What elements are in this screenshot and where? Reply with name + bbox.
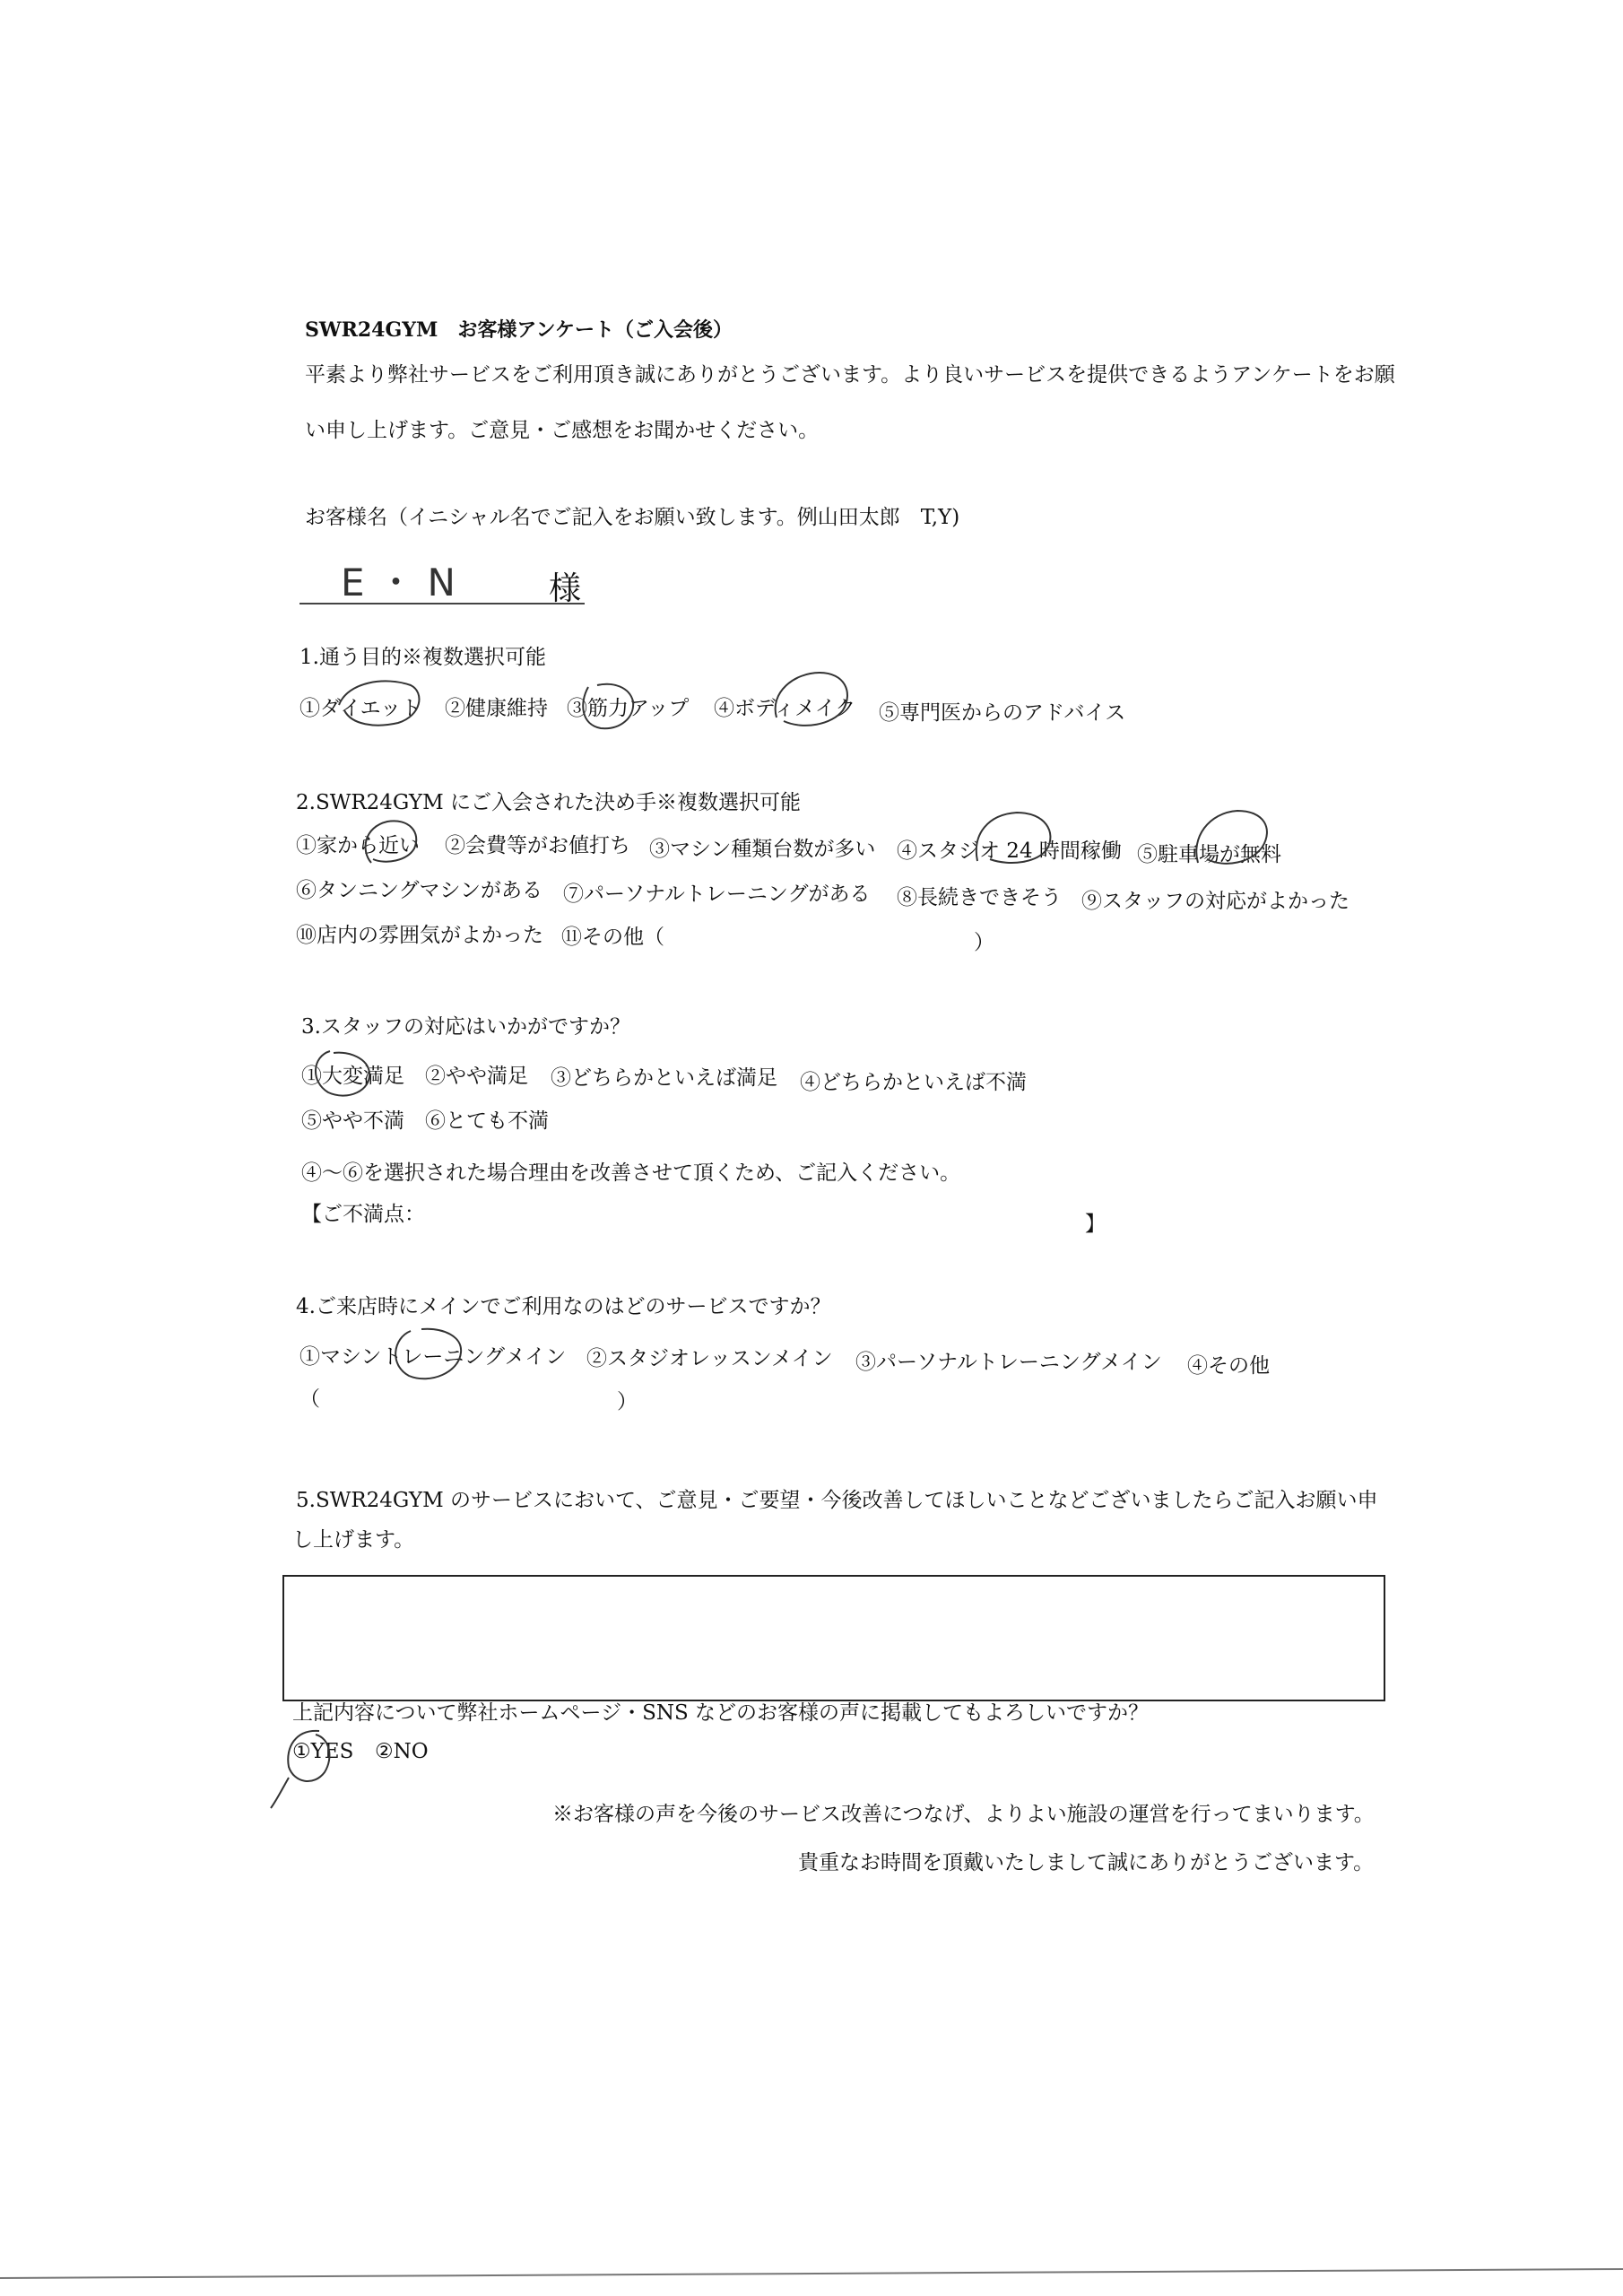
q1-option-2[interactable]: ②健康維持 xyxy=(445,697,548,720)
q2-option-11[interactable]: ⑪その他（ xyxy=(561,926,664,949)
q5-heading-line-2: し上げます。 xyxy=(292,1528,415,1552)
consent-yes[interactable]: ①YES xyxy=(292,1740,354,1763)
name-value: E・N xyxy=(341,561,468,604)
q3-option-1[interactable]: ①大変満足 xyxy=(301,1065,404,1088)
q2-option-7[interactable]: ⑦パーソナルトレーニングがある xyxy=(563,883,871,906)
q2-heading: 2.SWR24GYM にご入会された決め手※複数選択可能 xyxy=(296,791,801,814)
q4-option-2[interactable]: ②スタジオレッスンメイン xyxy=(586,1347,833,1370)
q3-complaint-label: 【ご不満点： xyxy=(301,1203,425,1226)
footer-thanks: 貴重なお時間を頂戴いたしまして誠にありがとうございます。 xyxy=(798,1851,1375,1874)
selection-circle-parking xyxy=(1189,805,1275,874)
q4-option-4[interactable]: ④その他 xyxy=(1187,1354,1270,1378)
q3-option-5[interactable]: ⑤やや不満 xyxy=(301,1109,404,1133)
consent-no[interactable]: ②NO xyxy=(375,1740,429,1763)
q4-other-close: ） xyxy=(617,1390,638,1413)
q2-option-10[interactable]: ⑩店内の雰囲気がよかった xyxy=(296,924,543,947)
name-suffix: 様 xyxy=(549,570,582,607)
q5-heading-line-1: 5.SWR24GYM のサービスにおいて、ご意見・ご要望・今後改善してほしいことなどございましたらご記入お願い申 xyxy=(296,1489,1378,1512)
q1-heading: 1.通う目的※複数選択可能 xyxy=(299,646,546,669)
q3-note: ④～⑥を選択された場合理由を改善させて頂くため、ご記入ください。 xyxy=(301,1161,961,1185)
form-title: SWR24GYM お客様アンケート（ご入会後） xyxy=(305,318,733,342)
q2-option-8[interactable]: ⑧長続きできそう xyxy=(897,886,1062,909)
selection-circle-muscle xyxy=(574,676,644,734)
q3-complaint-close: 】 xyxy=(1085,1213,1106,1236)
name-label: お客様名（イニシャル名でご記入をお願い致します。例山田太郎 T,Y) xyxy=(305,506,960,529)
intro-line-1: 平素より弊社サービスをご利用頂き誠にありがとうございます。より良いサービスを提供できるようアンケートをお願 xyxy=(305,363,1395,387)
scan-edge-line xyxy=(0,2264,1623,2282)
q2-option-2[interactable]: ②会費等がお値打ち xyxy=(445,834,630,857)
name-underline xyxy=(299,603,585,604)
q3-option-4[interactable]: ④どちらかといえば不満 xyxy=(800,1071,1027,1094)
q1-option-3[interactable]: ③筋力アップ xyxy=(567,697,690,720)
q2-option-4[interactable]: ④スタジオ 24 時間稼働 xyxy=(897,839,1122,863)
selection-circle-near-home xyxy=(355,814,427,868)
selection-circle-bodymake xyxy=(768,665,857,734)
q2-option-9[interactable]: ⑨スタッフの対応がよかった xyxy=(1081,890,1350,913)
consent-question: 上記内容について弊社ホームページ・SNS などのお客様の声に掲載してもよろしいですか？ xyxy=(292,1701,1150,1725)
q2-option-1[interactable]: ①家から近い xyxy=(296,834,420,857)
q4-option-3[interactable]: ③パーソナルトレーニングメイン xyxy=(855,1351,1162,1374)
comment-box[interactable] xyxy=(282,1575,1385,1701)
selection-circle-diet xyxy=(332,673,430,730)
q2-option-3[interactable]: ③マシン種類台数が多い xyxy=(649,838,876,861)
selection-circle-very-satisfied xyxy=(303,1046,382,1103)
q1-option-1[interactable]: ①ダイエット xyxy=(299,697,422,720)
q1-option-5[interactable]: ⑤専門医からのアドバイス xyxy=(879,701,1126,725)
q4-option-1[interactable]: ①マシントレーニングメイン xyxy=(299,1345,567,1369)
selection-circle-24h xyxy=(970,807,1060,872)
q3-heading: 3.スタッフの対応はいかがですか？ xyxy=(301,1015,630,1039)
q3-option-2[interactable]: ②やや満足 xyxy=(425,1065,528,1088)
q2-option-6[interactable]: ⑥タンニングマシンがある xyxy=(296,879,542,902)
q3-option-3[interactable]: ③どちらかといえば満足 xyxy=(551,1066,777,1090)
q4-other-open: （ xyxy=(299,1387,320,1411)
footer-note: ※お客様の声を今後のサービス改善につなげ、よりよい施設の運営を行ってまいります。 xyxy=(552,1803,1375,1826)
selection-circle-machine-training xyxy=(386,1324,472,1387)
q3-option-6[interactable]: ⑥とても不満 xyxy=(425,1109,549,1133)
q2-option-5[interactable]: ⑤駐車場が無料 xyxy=(1137,843,1281,866)
intro-line-2: い申し上げます。ご意見・ご感想をお聞かせください。 xyxy=(305,419,820,442)
q4-heading: 4.ご来店時にメインでご利用なのはどのサービスですか？ xyxy=(296,1295,831,1318)
q1-option-4[interactable]: ④ボディメイク xyxy=(714,697,856,720)
q2-other-close: ） xyxy=(974,931,994,954)
selection-circle-yes xyxy=(269,1726,355,1812)
